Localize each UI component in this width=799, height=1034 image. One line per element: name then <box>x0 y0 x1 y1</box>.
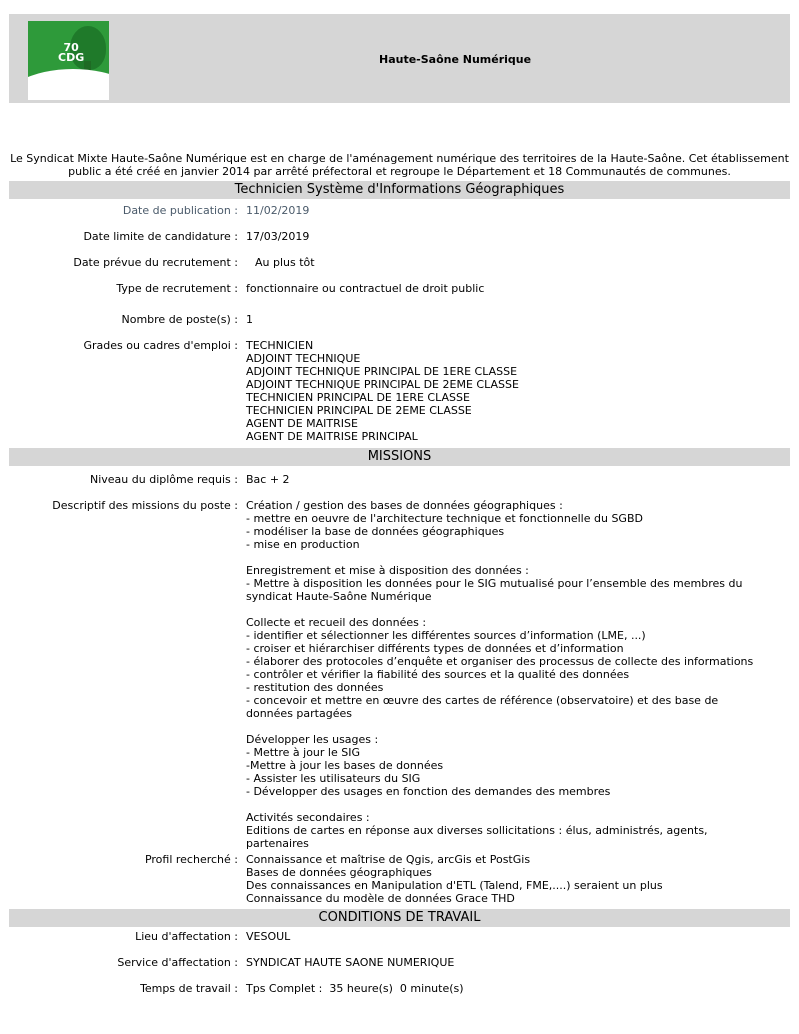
field-label: Niveau du diplôme requis : <box>89 473 238 486</box>
field-label: Grades ou cadres d'emploi : <box>83 339 238 352</box>
field-label: Temps de travail : <box>140 982 238 995</box>
header-title: Haute-Saône Numérique <box>379 53 532 66</box>
field-label: Date de publication : <box>122 204 238 217</box>
missions-bar: MISSIONS <box>9 448 790 466</box>
field-value: 11/02/2019 <box>246 204 310 217</box>
field-label: Nombre de poste(s) : <box>121 313 238 326</box>
field-label: Descriptif des missions du poste : <box>52 499 238 512</box>
field-value: Tps Complet : 35 heure(s) 0 minute(s) <box>246 982 464 995</box>
field-label: Date prévue du recrutement : <box>73 256 238 269</box>
field-label: Date limite de candidature : <box>83 230 238 243</box>
field-value: 17/03/2019 <box>246 230 310 243</box>
page-header <box>9 14 790 103</box>
field-label: Lieu d'affectation : <box>135 930 238 943</box>
field-value: Bac + 2 <box>246 473 290 486</box>
job-title-bar: Technicien Système d'Informations Géographiques <box>9 181 790 199</box>
field-value: SYNDICAT HAUTE SAONE NUMERIQUE <box>246 956 455 969</box>
field-label: Profil recherché : <box>144 853 238 866</box>
field-value: 1 <box>246 313 253 326</box>
field-label: Service d'affectation : <box>117 956 238 969</box>
logo-hill <box>28 69 109 100</box>
field-value: Création / gestion des bases de données géographiques : - mettre en oeuvre de l'architecture technique et fonctionnelle du SGBD - modéliser la base de données géographiques - mise en production Enregistrement et mise à disposition des données : - Mettre à disposition les données pour le SIG mutualisé pour l’ensemble des membres du syndicat Haute-Saône Numérique Collecte et recueil des données : - identifier et sélectionner les différentes sources d’information (LME, ...) - croiser et hiérarchiser différents types de données et d’information - élaborer des protocoles d’enquête et organiser des processus de collecte des informations - contrôler et vérifier la fiabilité des sources et la qualité des données - restitution des données - concevoir et mettre en œuvre des cartes de référence (observatoire) et des base de données partagées Développer les usages : - Mettre à jour le SIG -Mettre à jour les bases de données - Assister les utilisateurs du SIG - Développer des usages en fonction des demandes des membres Activités secondaires : Editions de cartes en réponse aux diverses sollicitations : élus, administrés, agents, partenaires <box>246 499 754 850</box>
field-value: Connaissance et maîtrise de Qgis, arcGis et PostGis Bases de données géographiques Des connaissances en Manipulation d'ETL (Talend, FME,....) seraient un plus Connaissance du modèle de données Grace THD <box>246 853 663 905</box>
field-value: VESOUL <box>246 930 291 943</box>
field-value: fonctionnaire ou contractuel de droit public <box>246 282 485 295</box>
intro-text: Le Syndicat Mixte Haute-Saône Numérique est en charge de l'aménagement numérique des territoires de la Haute-Saône. Cet établissement public a été créé en janvier 2014 par arrêté préfectoral et regroupe le Département et 18 Communautés de communes. <box>10 152 789 178</box>
conditions-bar: CONDITIONS DE TRAVAIL <box>9 909 790 927</box>
cdg70-logo <box>28 21 109 100</box>
field-value: Au plus tôt <box>255 256 315 269</box>
field-value: TECHNICIEN ADJOINT TECHNIQUE ADJOINT TECHNIQUE PRINCIPAL DE 1ERE CLASSE ADJOINT TECHNIQUE PRINCIPAL DE 2EME CLASSE TECHNICIEN PRINCIPAL DE 1ERE CLASSE TECHNICIEN PRINCIPAL DE 2EME CLASSE AGENT DE MAITRISE AGENT DE MAITRISE PRINCIPAL <box>246 339 519 443</box>
field-label: Type de recrutement : <box>116 282 238 295</box>
logo-text: 70 CDG <box>58 41 85 64</box>
